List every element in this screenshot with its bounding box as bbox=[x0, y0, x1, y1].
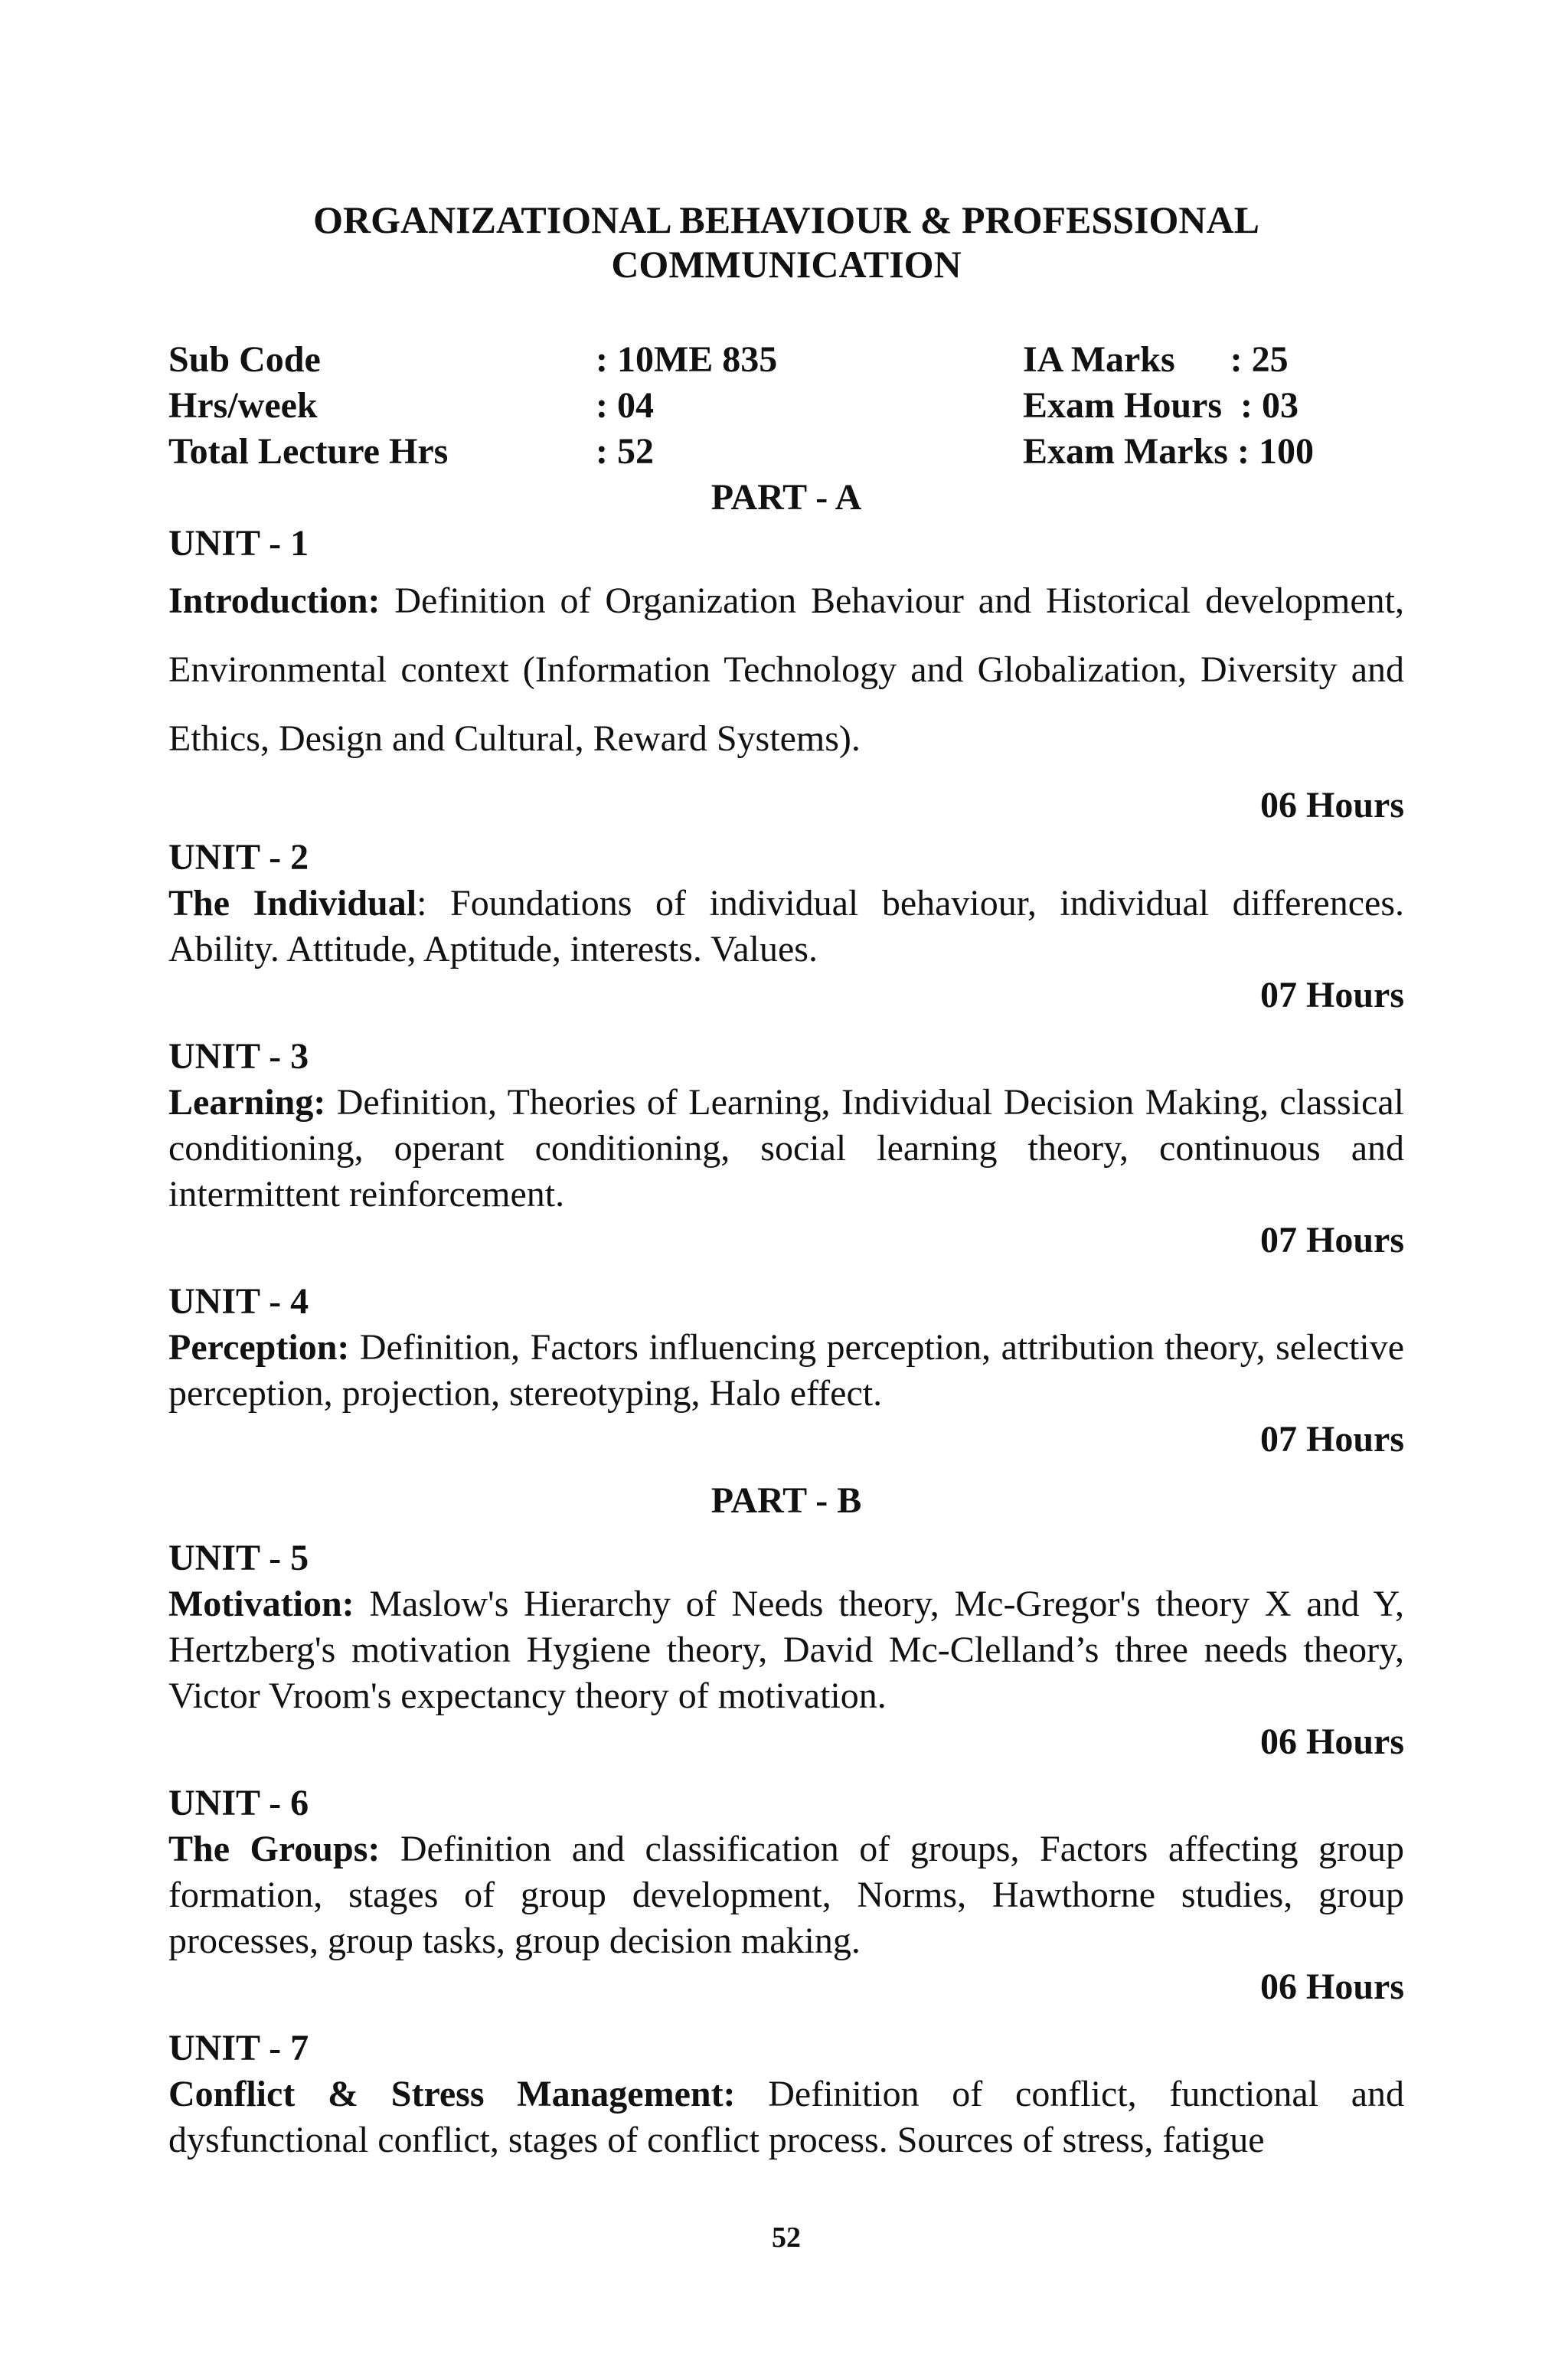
document-title bbox=[168, 198, 1404, 286]
meta-row-total-hrs bbox=[168, 429, 1404, 475]
unit-3-lead: Learning: bbox=[168, 1082, 326, 1123]
unit-5-hours: 06 Hours bbox=[1259, 1721, 1404, 1762]
unit-5-heading: UNIT - 5 bbox=[168, 1538, 309, 1578]
unit-5-lead: Motivation: bbox=[168, 1584, 354, 1624]
unit-4-heading: UNIT - 4 bbox=[168, 1281, 309, 1322]
unit-4-section bbox=[168, 1279, 1404, 1463]
exam-marks: Exam Marks : 100 bbox=[1023, 431, 1314, 472]
unit-1-body: Definition of Organization Behaviour and Historical development, Environmental context (Information Technology and Globalization, Diversity and Ethics, Design and Cultural, Reward Systems). bbox=[168, 580, 1404, 759]
unit-7-heading: UNIT - 7 bbox=[168, 2028, 309, 2068]
unit-7-body: Definition of conflict, functional and dysfunctional conflict, stages of conflict process. Sources of stress, fatigue bbox=[168, 2074, 1404, 2160]
unit-3-heading: UNIT - 3 bbox=[168, 1036, 309, 1077]
unit-2-lead: The Individual bbox=[168, 883, 417, 924]
unit-4-body: Definition, Factors influencing perception, attribution theory, selective perception, projection, stereotyping, Halo effect. bbox=[168, 1327, 1404, 1414]
unit-5-text bbox=[168, 1581, 1404, 1719]
unit-3-body: Definition, Theories of Learning, Individual Decision Making, classical conditioning, operant conditioning, social learning theory, continuous and intermittent reinforcement. bbox=[168, 1082, 1404, 1215]
course-meta-table bbox=[168, 337, 1404, 475]
unit-6-text bbox=[168, 1826, 1404, 1964]
unit-1-hours: 06 Hours bbox=[1259, 785, 1404, 826]
unit-3-text bbox=[168, 1080, 1404, 1218]
sub-code-value: : 10ME 835 bbox=[596, 339, 778, 380]
unit-6-heading: UNIT - 6 bbox=[168, 1783, 309, 1823]
sub-code-label: Sub Code bbox=[168, 339, 321, 380]
unit-2-body: : Foundations of individual behaviour, individual differences. Ability. Attitude, Aptitude, interests. Values. bbox=[168, 883, 1405, 969]
unit-2-text bbox=[168, 881, 1404, 973]
unit-2-section bbox=[168, 835, 1404, 1018]
unit-7-section bbox=[168, 2025, 1404, 2163]
unit-1-lead: Introduction: bbox=[168, 580, 381, 621]
hrs-week-value: : 04 bbox=[596, 385, 654, 426]
part-a-heading: PART - A bbox=[710, 477, 862, 518]
unit-6-hours: 06 Hours bbox=[1259, 1967, 1404, 2007]
total-hrs-label: Total Lecture Hrs bbox=[168, 431, 449, 472]
unit-1-section bbox=[168, 521, 1404, 829]
total-hrs-value: : 52 bbox=[596, 431, 654, 472]
unit-7-text bbox=[168, 2071, 1404, 2163]
title-line-1: ORGANIZATIONAL BEHAVIOUR & PROFESSIONAL bbox=[313, 198, 1259, 241]
unit-5-body: Maslow's Hierarchy of Needs theory, Mc-Gregor's theory X and Y, Hertzberg's motivation Hygiene theory, David Mc-Clelland’s three needs theory, Victor Vroom's expectancy theory of motivation. bbox=[168, 1584, 1404, 1716]
unit-4-hours: 07 Hours bbox=[1259, 1419, 1404, 1460]
meta-row-sub-code bbox=[168, 337, 1404, 383]
unit-1-heading: UNIT - 1 bbox=[168, 523, 309, 564]
unit-3-hours: 07 Hours bbox=[1259, 1220, 1404, 1260]
unit-2-heading: UNIT - 2 bbox=[168, 837, 309, 878]
unit-4-lead: Perception: bbox=[168, 1327, 350, 1368]
title-line-2: COMMUNICATION bbox=[611, 243, 962, 286]
part-b-heading: PART - B bbox=[710, 1480, 862, 1521]
unit-6-lead: The Groups: bbox=[168, 1829, 381, 1869]
page-number: 52 bbox=[772, 2222, 801, 2254]
ia-marks: IA Marks : 25 bbox=[1023, 339, 1289, 380]
unit-4-text bbox=[168, 1325, 1404, 1417]
document-page bbox=[168, 0, 1404, 2354]
meta-row-hrs-week bbox=[168, 383, 1404, 429]
hrs-week-label: Hrs/week bbox=[168, 385, 318, 426]
unit-5-section bbox=[168, 1535, 1404, 1765]
unit-3-section bbox=[168, 1034, 1404, 1264]
unit-6-body: Definition and classification of groups, Factors affecting group formation, stages of group development, Norms, Hawthorne studies, group processes, group tasks, group decision making. bbox=[168, 1829, 1405, 1961]
exam-hours: Exam Hours : 03 bbox=[1023, 385, 1298, 426]
unit-7-lead: Conflict & Stress Management: bbox=[168, 2074, 736, 2114]
unit-6-section bbox=[168, 1780, 1404, 2010]
unit-1-text bbox=[168, 567, 1404, 773]
unit-2-hours: 07 Hours bbox=[1259, 975, 1404, 1015]
